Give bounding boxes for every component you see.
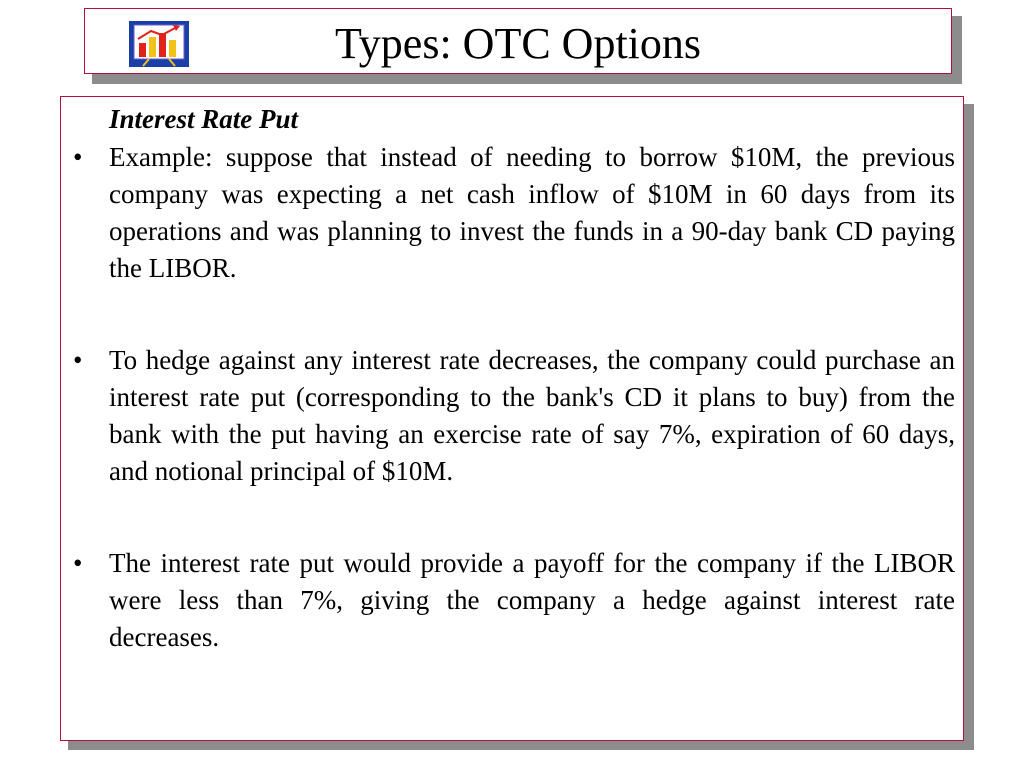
bullet-marker: • <box>73 548 83 578</box>
slide-content <box>73 101 955 656</box>
bullet-marker: • <box>73 345 83 375</box>
bullet-text: Example: suppose that instead of needing to borrow $10M, the previous company was expecting a net cash inflow of $10M in 60 days from its operations and was planning to invest the funds in a 90-day bank CD paying the LIBOR. <box>109 142 955 283</box>
slide-title: Types: OTC Options <box>334 19 702 68</box>
bullet-item <box>73 545 955 656</box>
body-box <box>60 96 964 741</box>
bullet-marker: • <box>73 142 83 172</box>
subheading: Interest Rate Put <box>109 104 299 134</box>
bullet-item <box>73 139 955 287</box>
title-box <box>84 8 952 74</box>
bullet-text: The interest rate put would provide a payoff for the company if the LIBOR were less than 7%, giving the company a hedge against interest rate decreases. <box>109 548 955 652</box>
bullet-item <box>73 342 955 490</box>
bullet-text: To hedge against any interest rate decreases, the company could purchase an interest rate put (corresponding to the bank's CD it plans to buy) from the bank with the put having an exercise rate of say 7%, expiration of 60 days, and notional principal of $10M. <box>109 345 955 486</box>
